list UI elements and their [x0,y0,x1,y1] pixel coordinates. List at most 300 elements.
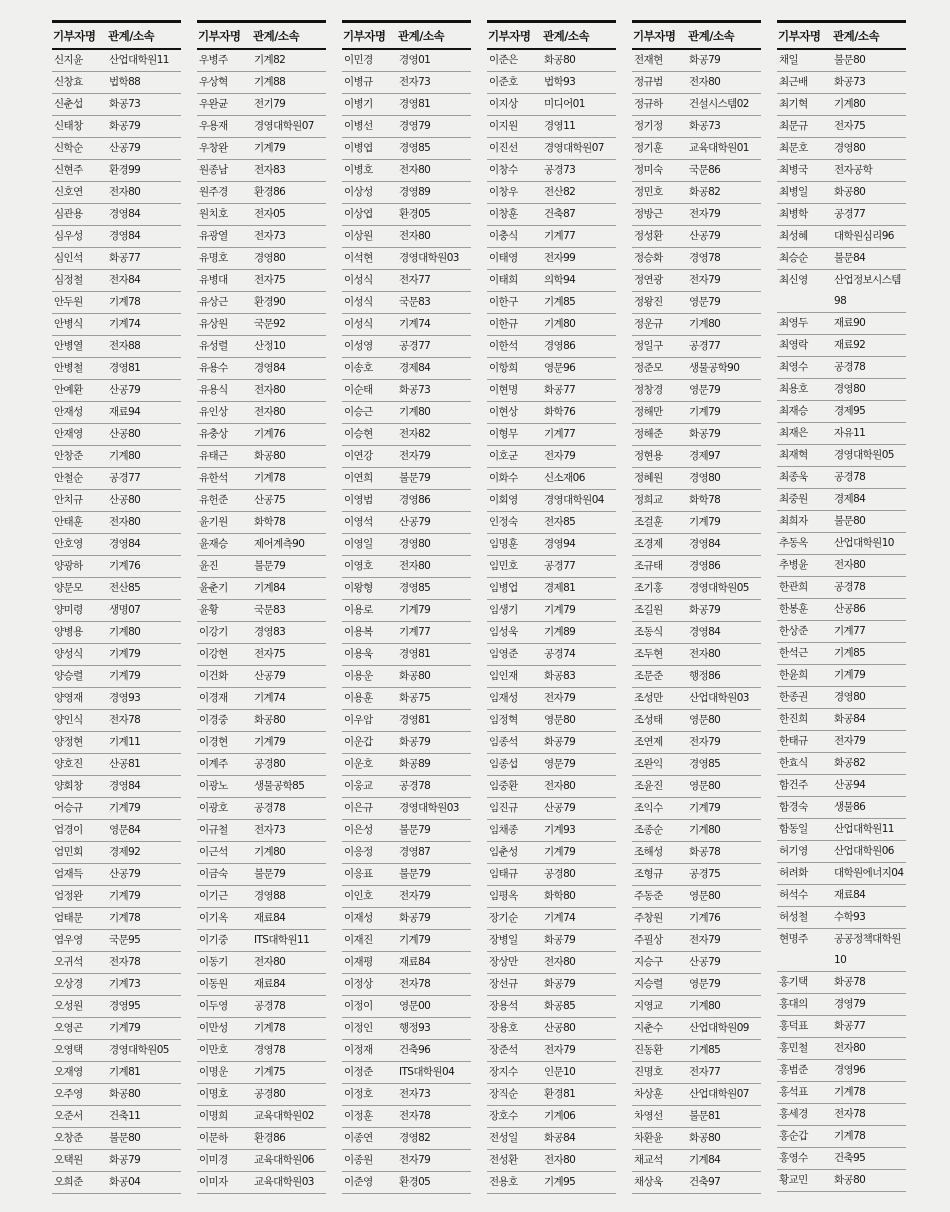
donor-name: 최병국 [779,164,808,176]
donor-name: 추병윤 [779,559,808,571]
table-row [52,182,181,204]
table-row [487,710,616,732]
table-row [197,1172,326,1194]
donor-affiliation: 행정93 [399,1022,431,1034]
table-row [197,182,326,204]
table-row [632,1084,761,1106]
donor-affiliation: 기계79 [689,802,721,814]
donor-affiliation: 경영80 [254,252,286,264]
donor-name: 염우영 [54,934,83,946]
donor-affiliation: 화공79 [399,736,431,748]
donor-affiliation: 전자73 [399,1088,431,1100]
table-row [777,1038,906,1060]
donor-name: 홍순갑 [779,1130,808,1142]
donor-affiliation: 의학94 [544,274,576,286]
table-row [632,1128,761,1150]
table-row [197,270,326,292]
donor-affiliation: 화공79 [689,428,721,440]
donor-affiliation: 전자83 [254,164,286,176]
donor-affiliation: 화공80 [399,670,431,682]
donor-name: 이계주 [199,758,228,770]
donor-name: 이한구 [489,296,518,308]
table-row [342,886,471,908]
donor-name: 조걸훈 [634,516,663,528]
table-row [342,50,471,72]
table-row [777,182,906,204]
donor-affiliation: 산공79 [544,802,576,814]
table-row [342,424,471,446]
table-row [487,798,616,820]
table-row [197,380,326,402]
donor-affiliation: 기계74 [109,318,141,330]
donor-name: 최재승 [779,405,808,417]
donor-affiliation: 경영11 [544,120,576,132]
donor-affiliation: 기계77 [544,230,576,242]
donor-name: 최문호 [779,142,808,154]
donor-name-column-header: 기부자명 [53,29,96,43]
donor-name: 이기근 [199,890,228,902]
table-row [342,160,471,182]
donor-affiliation: 기계80 [689,1000,721,1012]
table-row [487,1040,616,1062]
donor-name: 조경제 [634,538,663,550]
donor-name: 엄정완 [54,890,83,902]
table-row [197,204,326,226]
donor-name: 최중원 [779,493,808,505]
table-row [52,886,181,908]
donor-name: 오재영 [54,1066,83,1078]
donor-affiliation: 전자80 [544,1154,576,1166]
table-row [197,292,326,314]
donor-name: 최재은 [779,427,808,439]
donor-name: 양호진 [54,758,83,770]
table-row [52,72,181,94]
donor-name: 정연광 [634,274,663,286]
table-row [487,1150,616,1172]
donor-affiliation: 산공86 [834,603,866,615]
donor-name: 이왕형 [344,582,373,594]
donor-affiliation: 기계85 [689,1044,721,1056]
donor-name: 임평옥 [489,890,518,902]
table-row [487,842,616,864]
donor-name: 오창준 [54,1132,83,1144]
table-row [777,994,906,1016]
table-row [777,270,906,313]
donor-name: 윤진 [199,560,219,572]
donor-name: 어승규 [54,802,83,814]
donor-name: 양문모 [54,582,83,594]
table-row [197,226,326,248]
table-row [632,380,761,402]
donor-affiliation: 기계80 [109,626,141,638]
donor-name: 안재영 [54,428,83,440]
table-header-row [777,23,906,50]
donor-affiliation: 화학80 [544,890,576,902]
table-row [197,974,326,996]
table-row [52,1084,181,1106]
table-row [777,248,906,270]
table-row [197,820,326,842]
table-row [777,204,906,226]
table-row [342,138,471,160]
donor-affiliation: 전자80 [544,780,576,792]
affiliation-column-header: 관계/소속 [253,29,300,43]
donor-affiliation: 기계93 [544,824,576,836]
donor-name: 정기정 [634,120,663,132]
donor-name: 이영일 [344,538,373,550]
table-row [342,732,471,754]
donor-name: 임인재 [489,670,518,682]
table-row [197,512,326,534]
table-row [52,776,181,798]
donor-affiliation: 경영대학원03 [399,252,459,264]
table-row [197,490,326,512]
table-row [197,1150,326,1172]
table-row [52,974,181,996]
donor-affiliation: 화공79 [544,934,576,946]
donor-affiliation: 화공73 [109,98,141,110]
donor-affiliation: 전자79 [399,1154,431,1166]
table-row [52,490,181,512]
donor-affiliation: 전자80 [399,560,431,572]
donor-affiliation: 전자75 [254,274,286,286]
donor-name: 허석수 [779,889,808,901]
donor-affiliation: 재료84 [254,912,286,924]
donor-name: 이운호 [344,758,373,770]
donor-affiliation: 전자80 [109,516,141,528]
donor-name: 안재성 [54,406,83,418]
donor-affiliation: 전자80 [544,956,576,968]
donor-affiliation: 산공79 [399,516,431,528]
table-row [487,402,616,424]
table-row [777,1104,906,1126]
table-row [487,226,616,248]
donor-affiliation: 건축11 [109,1110,141,1122]
table-header-row [197,23,326,50]
donor-affiliation: 경제84 [399,362,431,374]
donor-name: 양승렬 [54,670,83,682]
donor-affiliation: 전자80 [109,186,141,198]
donor-affiliation: 기계77 [544,428,576,440]
donor-table [52,20,181,1194]
table-row [342,248,471,270]
donor-name: 신호연 [54,186,83,198]
table-row [52,446,181,468]
donor-affiliation: 기계79 [544,846,576,858]
donor-name: 이화수 [489,472,518,484]
donor-name: 지승구 [634,956,663,968]
donor-table [487,20,616,1194]
donor-affiliation: 기계88 [254,76,286,88]
donor-affiliation: 환경05 [399,208,431,220]
donor-affiliation: 경제84 [834,493,866,505]
donor-affiliation: 경영96 [834,1064,866,1076]
table-row [487,600,616,622]
table-row [52,94,181,116]
donor-name: 엄재득 [54,868,83,880]
table-row [342,292,471,314]
table-row [777,423,906,445]
donor-name: 이재평 [344,956,373,968]
table-row [777,907,906,929]
donor-table [197,20,326,1194]
donor-affiliation: 산공79 [689,230,721,242]
donor-name: 이금숙 [199,868,228,880]
donor-name: 유명호 [199,252,228,264]
table-row [52,50,181,72]
table-row [197,50,326,72]
donor-affiliation: 화공78 [834,976,866,988]
donor-name: 조형규 [634,868,663,880]
donor-name: 함경숙 [779,801,808,813]
table-row [777,138,906,160]
table-row [777,797,906,819]
donor-affiliation: 기계79 [109,802,141,814]
donor-name: 이우암 [344,714,373,726]
donor-affiliation: 기계76 [689,912,721,924]
donor-name-column-header: 기부자명 [488,29,531,43]
table-row [487,666,616,688]
donor-affiliation: 경영81 [399,98,431,110]
donor-affiliation: 산업대학원10 [834,537,894,549]
table-row [52,996,181,1018]
donor-affiliation: 산정10 [254,340,286,352]
donor-affiliation: 경제92 [109,846,141,858]
donor-name: 안병식 [54,318,83,330]
table-row [632,160,761,182]
donor-name: 이근석 [199,846,228,858]
donor-name: 차영선 [634,1110,663,1122]
donor-affiliation: 경영84 [109,538,141,550]
table-row [197,1018,326,1040]
table-row [197,336,326,358]
table-row [52,138,181,160]
donor-name: 황교민 [779,1174,808,1186]
donor-affiliation: 공경80 [254,1088,286,1100]
donor-name: 이충식 [489,230,518,242]
table-row [777,709,906,731]
donor-name: 안태훈 [54,516,83,528]
donor-affiliation: 기계79 [109,648,141,660]
donor-affiliation: 전자78 [109,714,141,726]
donor-affiliation: 경영대학원05 [689,582,749,594]
table-row [487,72,616,94]
table-row [197,1040,326,1062]
donor-affiliation: 불문79 [254,560,286,572]
donor-affiliation: 경영01 [399,54,431,66]
donor-name: 오귀석 [54,956,83,968]
donor-name: 한관희 [779,581,808,593]
table-row [487,732,616,754]
donor-name: 양병용 [54,626,83,638]
donor-affiliation: 생물공학85 [254,780,305,792]
donor-affiliation: 기계11 [109,736,141,748]
table-row [342,468,471,490]
table-row [52,380,181,402]
table-row [197,72,326,94]
table-row [52,204,181,226]
table-row [197,1128,326,1150]
table-row [487,204,616,226]
table-row [632,1150,761,1172]
table-row [52,1106,181,1128]
donor-name: 한태규 [779,735,808,747]
donor-affiliation: 경영대학원03 [399,802,459,814]
affiliation-column-header: 관계/소속 [108,29,155,43]
donor-name: 이정호 [344,1088,373,1100]
donor-name: 심인석 [54,252,83,264]
table-row [777,753,906,775]
table-row [342,930,471,952]
donor-affiliation: 교육대학원01 [689,142,749,154]
donor-name: 이성영 [344,340,373,352]
donor-name: 이기중 [199,934,228,946]
donor-name: 심정철 [54,274,83,286]
donor-name: 이용복 [344,626,373,638]
donor-name: 홍기택 [779,976,808,988]
donor-name: 이순태 [344,384,373,396]
donor-affiliation: 산공79 [109,384,141,396]
donor-name: 유태근 [199,450,228,462]
donor-name: 오준서 [54,1110,83,1122]
donor-name: 이준은 [489,54,518,66]
donor-name: 이문하 [199,1132,228,1144]
table-row [487,182,616,204]
table-row [197,314,326,336]
donor-affiliation: 경영84 [254,362,286,374]
donor-name: 임종석 [489,736,518,748]
table-row [197,666,326,688]
donor-affiliation: 불문80 [109,1132,141,1144]
donor-affiliation: 경제81 [544,582,576,594]
table-row [777,116,906,138]
donor-name: 장준석 [489,1044,518,1056]
donor-affiliation: 경제97 [689,450,721,462]
donor-name: 정일구 [634,340,663,352]
donor-name: 장기순 [489,912,518,924]
donor-affiliation: 국문92 [254,318,286,330]
table-row [197,886,326,908]
donor-name: 유충상 [199,428,228,440]
donor-name: 이태희 [489,274,518,286]
donor-affiliation: 전자80 [254,956,286,968]
donor-affiliation: 산업대학원06 [834,845,894,857]
table-row [777,1148,906,1170]
donor-name: 이종연 [344,1132,373,1144]
table-row [777,511,906,533]
table-row [487,688,616,710]
donor-affiliation: 재료84 [254,978,286,990]
donor-affiliation: 전산82 [544,186,576,198]
donor-name: 허성철 [779,911,808,923]
donor-affiliation: 경영84 [689,538,721,550]
donor-affiliation: 경영84 [689,626,721,638]
donor-affiliation: 대학원에너지04 [834,867,904,879]
table-row [487,270,616,292]
donor-affiliation: 화공83 [544,670,576,682]
donor-name: 안철순 [54,472,83,484]
table-row [632,292,761,314]
donor-affiliation: 환경90 [254,296,286,308]
table-row [632,578,761,600]
donor-name: 조기홍 [634,582,663,594]
donor-affiliation: 화공78 [689,846,721,858]
donor-affiliation: 전자05 [254,208,286,220]
donor-affiliation: 산공80 [109,494,141,506]
donor-affiliation: 화공75 [399,692,431,704]
table-row [487,50,616,72]
donor-affiliation: 기계79 [109,1022,141,1034]
donor-name: 이상엽 [344,208,373,220]
table-row [632,776,761,798]
table-row [632,820,761,842]
donor-name: 윤재승 [199,538,228,550]
donor-name: 이준영 [344,1176,373,1188]
donor-name: 장상만 [489,956,518,968]
donor-affiliation: 산공81 [109,758,141,770]
table-row [197,842,326,864]
donor-affiliation: 기계79 [834,669,866,681]
table-row [777,863,906,885]
donor-name: 우완균 [199,98,228,110]
donor-name: 오성원 [54,1000,83,1012]
donor-affiliation: ITS대학원04 [399,1066,455,1078]
table-row [487,446,616,468]
donor-name: 이은성 [344,824,373,836]
donor-affiliation: 경영85 [399,142,431,154]
table-row [197,930,326,952]
donor-name: 이명호 [199,1088,228,1100]
donor-affiliation: 전자80 [399,230,431,242]
donor-affiliation: 전자79 [689,736,721,748]
donor-name: 유인상 [199,406,228,418]
donor-name: 조규태 [634,560,663,572]
donor-affiliation: 산공79 [689,956,721,968]
donor-affiliation: 경영95 [109,1000,141,1012]
donor-name: 조종순 [634,824,663,836]
donor-name: 오상경 [54,978,83,990]
donor-name: 지춘수 [634,1022,663,1034]
donor-affiliation: 수학93 [834,911,866,923]
donor-name: 이은규 [344,802,373,814]
donor-affiliation: 기계79 [544,604,576,616]
donor-affiliation: 기계78 [834,1130,866,1142]
donor-name: 홍세경 [779,1108,808,1120]
donor-name: 원치호 [199,208,228,220]
donor-affiliation: 제어계측90 [254,538,305,550]
donor-affiliation: 전자79 [544,1044,576,1056]
donor-name: 최영락 [779,339,808,351]
donor-affiliation: 영문84 [109,824,141,836]
affiliation-column-header: 관계/소속 [688,29,735,43]
donor-name: 추동옥 [779,537,808,549]
donor-affiliation: 영문80 [689,780,721,792]
table-row [632,842,761,864]
donor-affiliation: 기계85 [544,296,576,308]
donor-affiliation: 기계80 [254,846,286,858]
donor-affiliation: 경영84 [109,208,141,220]
donor-name: 최신영 [779,274,808,286]
table-row [197,248,326,270]
donor-name: 이창수 [489,164,518,176]
donor-affiliation: 화공73 [689,120,721,132]
table-row [52,1062,181,1084]
donor-name: 최성혜 [779,230,808,242]
donor-affiliation: 불문79 [399,868,431,880]
table-row [342,996,471,1018]
donor-affiliation: 기계79 [254,736,286,748]
table-row [52,908,181,930]
